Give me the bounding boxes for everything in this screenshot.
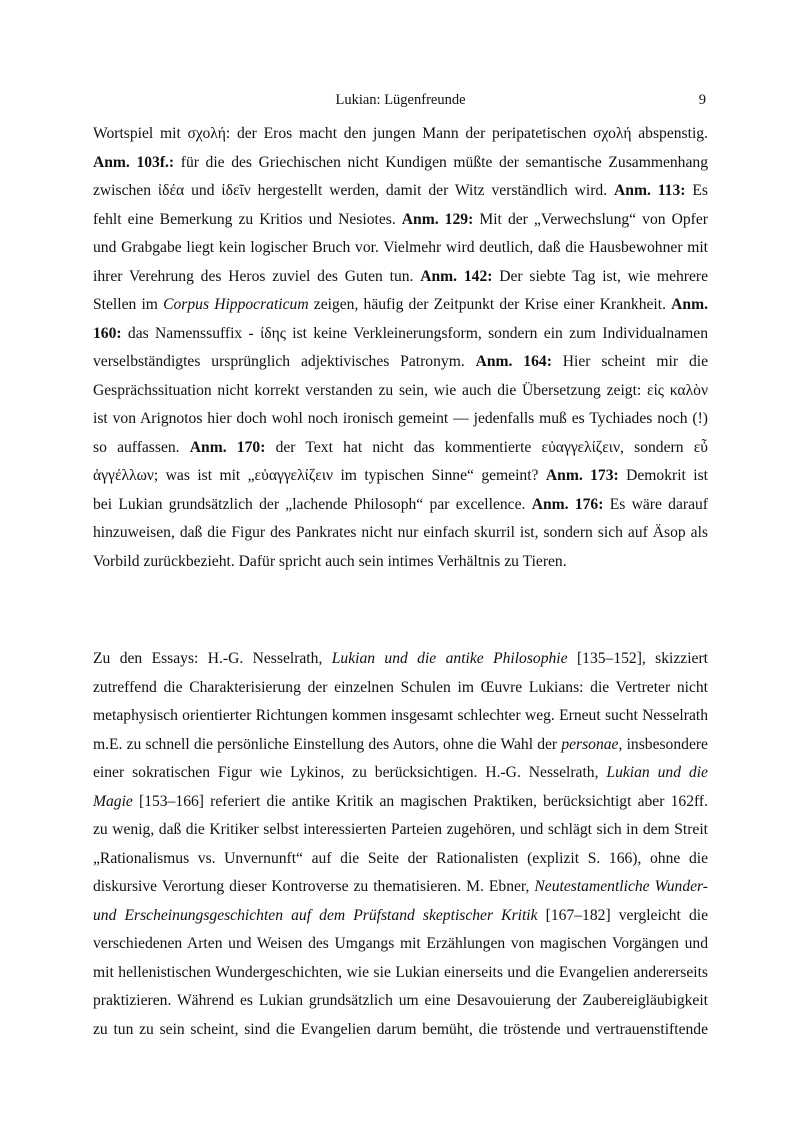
text-run: zwischen ἰδέα und ἰδεῖν hergestellt werden, damit der Witz verständlich wird. <box>93 182 615 199</box>
text-run: Stellen im <box>93 296 164 313</box>
italic-title: Lukian und die antike Philosophie <box>331 650 568 667</box>
text-run: und Grabgabe liegt kein logischer Bruch vor. Vielmehr wird deutlich, daß die Hausbewohner mit <box>93 239 708 256</box>
text-run: Zu den Essays: H.-G. Nesselrath, <box>93 650 332 667</box>
text-line <box>93 434 708 463</box>
note-reference: Anm. 142: <box>420 267 493 285</box>
text-line <box>93 291 708 320</box>
italic-title: Lukian und die <box>606 764 708 781</box>
text-line <box>93 845 708 874</box>
text-line <box>93 731 708 760</box>
note-reference: Anm. 113: <box>614 182 686 199</box>
text-run: ist von Arignotos hier doch wohl noch ironisch gemeint — jedenfalls muß es Tychiades noch (!) <box>93 410 708 427</box>
text-line <box>93 491 708 520</box>
text-run: ihrer Verehrung des Heros zuviel des Guten tun. <box>93 267 421 285</box>
text-run: verschiedenen Arten und Weisen des Umgangs mit Erzählungen von magischen Vorgängen und <box>93 935 708 952</box>
text-line <box>93 987 708 1016</box>
text-line <box>93 1016 708 1045</box>
text-run: Demokrit ist <box>618 467 708 484</box>
text-line <box>93 206 708 235</box>
text-line <box>93 873 708 902</box>
text-line <box>93 788 708 817</box>
text-run: Es <box>685 182 708 199</box>
text-run: metaphysisch orientierter Richtungen kommen insgesamt schlechter weg. Erneut sucht Nesselrath <box>93 707 708 724</box>
note-reference: Anm. 173: <box>545 467 619 484</box>
text-line <box>93 462 708 491</box>
text-run: der Text hat nicht das kommentierte εὐαγγελίζειν, sondern εὖ <box>265 438 708 456</box>
paragraph-essays <box>93 645 708 1044</box>
note-reference: 160: <box>93 324 122 342</box>
text-run: zu wenig, daß die Kritiker selbst interessierten Parteien zugehören, und schlägt sich in dem Streit <box>93 821 708 838</box>
page-number: 9 <box>698 92 706 108</box>
text-run: m.E. zu schnell die persönliche Einstellung des Autors, ohne die Wahl der <box>93 735 562 753</box>
text-run: Der siebte Tag ist, wie mehrere <box>492 267 709 285</box>
text-run: [135–152], skizziert <box>567 650 709 667</box>
italic-title: und Erscheinungsgeschichten auf dem Prüfstand skeptischer Kritik <box>93 906 538 924</box>
italic-title: Neutestamentliche Wunder- <box>534 878 708 895</box>
text-run: fehlt eine Bemerkung zu Kritios und Nesiotes. <box>93 210 402 228</box>
text-line <box>93 120 708 149</box>
text-run: zeigen, häufig der Zeitpunkt der Krise einer Krankheit. <box>308 296 672 313</box>
italic-title: Magie <box>93 792 133 810</box>
text-run: ἀγγέλλων; was ist mit „εὐαγγελίζειν im typischen Sinne“ gemeint? <box>93 467 546 484</box>
text-line <box>93 759 708 788</box>
text-line <box>93 902 708 931</box>
text-run: [167–182] vergleicht die <box>537 906 708 924</box>
text-run: Vorbild zurückbezieht. Dafür spricht auch sein intimes Verhältnis zu Tieren. <box>93 552 567 570</box>
text-line <box>93 959 708 988</box>
note-reference: Anm. 176: <box>531 495 604 513</box>
text-run: diskursive Verortung dieser Kontroverse zu thematisieren. M. Ebner, <box>93 878 535 895</box>
text-run: Wortspiel mit σχολή: der Eros macht den jungen Mann der peripatetischen σχολή abspenstig. <box>93 125 708 142</box>
text-line <box>93 702 708 731</box>
text-run: „Rationalismus vs. Unvernunft“ auf die Seite der Rationalisten (explizit S. 166), ohne die <box>93 849 708 867</box>
text-run: so auffassen. <box>93 438 190 456</box>
text-line <box>93 263 708 292</box>
text-line <box>93 149 708 178</box>
text-line <box>93 930 708 959</box>
text-run: , insbesondere <box>618 735 708 753</box>
text-line <box>93 548 708 577</box>
note-reference: Anm. 170: <box>189 438 266 456</box>
text-line <box>93 405 708 434</box>
note-reference: Anm. 103f.: <box>93 153 175 171</box>
text-run: einer sokratischen Figur wie Lykinos, zu berücksichtigen. H.-G. Nesselrath, <box>93 764 607 781</box>
text-run: bei Lukian grundsätzlich der „lachende Philosoph“ par excellence. <box>93 495 532 513</box>
running-header <box>93 92 708 112</box>
text-run: zu tun zu sein scheint, sind die Evangelien darum bemüht, die tröstende und vertrauenstiftende <box>93 1020 708 1038</box>
text-run: hinzuweisen, daß die Figur des Pankrates nicht nur einfach skurril ist, sondern sich auf Äsop als <box>93 524 708 541</box>
text-run: Gesprächssituation nicht korrekt verstanden zu sein, wie auch die Übersetzung zeigt: εἰς καλὸν <box>93 381 708 399</box>
text-line <box>93 645 708 674</box>
text-line <box>93 377 708 406</box>
text-run: mit hellenistischen Wundergeschichten, wie sie Lukian einerseits und die Evangelien andererseits <box>93 963 708 981</box>
italic-title: personae <box>561 735 619 753</box>
note-reference: Anm. 164: <box>475 353 552 370</box>
note-reference: Anm. 129: <box>401 210 474 228</box>
text-run: zutreffend die Charakterisierung der einzelnen Schulen im Œuvre Lukians: die Vertreter nicht <box>93 678 708 696</box>
text-run: praktizieren. Während es Lukian grundsätzlich um eine Desavouierung der Zaubereigläubigkeit <box>93 992 708 1009</box>
text-line <box>93 674 708 703</box>
italic-title: Corpus Hippocraticum <box>163 296 309 313</box>
text-run: verselbständigtes ursprünglich adjektivisches Patronym. <box>93 353 476 370</box>
text-line <box>93 816 708 845</box>
text-run: das Namenssuffix - ίδης ist keine Verkleinerungsform, sondern ein zum Individualnamen <box>121 324 708 342</box>
text-run: Mit der „Verwechslung“ von Opfer <box>473 210 708 228</box>
running-title: Lukian: Lügenfreunde <box>335 92 466 108</box>
text-line <box>93 177 708 206</box>
note-reference: Anm. <box>671 296 708 313</box>
text-line <box>93 234 708 263</box>
text-run: für die des Griechischen nicht Kundigen müßte der semantische Zusammenhang <box>174 153 708 171</box>
text-run: [153–166] referiert die antike Kritik an magischen Praktiken, berücksichtigt aber 162ff. <box>132 792 708 810</box>
text-line <box>93 320 708 349</box>
text-line <box>93 348 708 377</box>
paragraph-annotations <box>93 120 708 576</box>
text-run: Es wäre darauf <box>603 495 708 513</box>
text-run: Hier scheint mir die <box>551 353 708 370</box>
text-line <box>93 519 708 548</box>
